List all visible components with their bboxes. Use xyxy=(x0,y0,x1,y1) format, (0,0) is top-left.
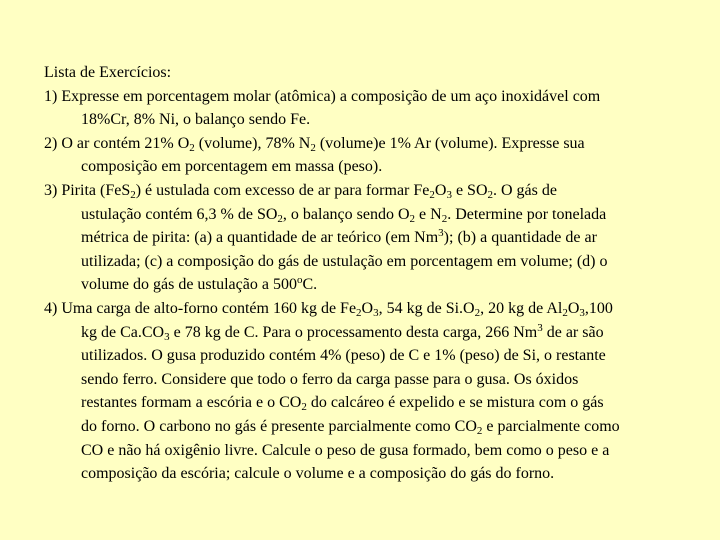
exercise-continuation-line xyxy=(44,250,694,274)
subscript: 3 xyxy=(373,306,379,319)
exercise-text: do calcáreo é expelido e se mistura com o gás xyxy=(306,394,604,412)
subscript: 2 xyxy=(301,401,307,414)
subscript: 2 xyxy=(189,141,195,154)
exercise-continuation-line xyxy=(44,462,694,486)
exercise-number: 3) xyxy=(44,181,62,199)
exercise-text: volume do gás de ustulação a 500 xyxy=(81,276,297,294)
exercise-continuation-line xyxy=(44,344,694,368)
exercise-text: utilizada; (c) a composição do gás de ustulação em porcentagem em volume; (d) o xyxy=(81,252,608,270)
exercise-text: kg de Ca.CO xyxy=(81,323,165,341)
subscript: 3 xyxy=(579,306,585,319)
exercise-item xyxy=(44,297,694,486)
exercise-text: ustulação contém 6,3 % de SO xyxy=(81,205,278,223)
exercise-number: 1) xyxy=(44,87,62,105)
exercise-text: Expresse em porcentagem molar (atômica) a composição de um aço inoxidável com xyxy=(61,87,601,105)
subscript: 2 xyxy=(474,306,481,319)
exercise-item xyxy=(44,132,694,179)
exercise-first-line xyxy=(44,297,694,321)
exercise-continuation-line xyxy=(44,391,694,415)
exercise-continuation-line xyxy=(44,203,694,227)
exercise-continuation-line xyxy=(44,321,694,345)
exercise-number: 4) xyxy=(44,299,62,317)
exercise-text: restantes formam a escória e o CO xyxy=(81,394,302,412)
exercise-text: de ar são xyxy=(542,323,604,341)
exercise-text: e SO xyxy=(451,181,488,199)
exercise-continuation-line xyxy=(44,415,694,439)
superscript: 3 xyxy=(537,321,543,334)
exercise-text: e 78 kg de C. Para o processamento desta carga, 266 Nm xyxy=(169,323,538,341)
superscript: o xyxy=(296,274,303,287)
exercise-text: Pirita (FeS xyxy=(61,181,131,199)
exercise-first-line xyxy=(44,132,694,156)
exercise-text: e parcialmente como xyxy=(482,417,620,435)
exercise-text: ,100 xyxy=(584,299,613,317)
subscript: 3 xyxy=(446,188,452,201)
exercise-text: , o balanço sendo O xyxy=(282,205,410,223)
exercise-item xyxy=(44,85,694,132)
exercise-text: CO e não há oxigênio livre. Calcule o peso de gusa formado, bem como o peso e a xyxy=(81,441,610,459)
exercise-text: sendo ferro. Considere que todo o ferro da carga passe para o gusa. Os óxidos xyxy=(81,370,579,388)
exercise-item xyxy=(44,179,694,297)
exercise-continuation-line xyxy=(44,226,694,250)
exercise-text: 18%Cr, 8% Ni, o balanço sendo Fe. xyxy=(81,111,311,129)
exercise-text: O xyxy=(434,181,447,199)
exercise-text: composição em porcentagem em massa (peso). xyxy=(81,158,383,176)
exercise-text: ) é ustulada com excesso de ar para formar Fe xyxy=(135,181,430,199)
exercise-text: . Determine por tonelada xyxy=(447,205,607,223)
exercise-continuation-line xyxy=(44,108,694,132)
subscript: 2 xyxy=(562,306,568,319)
exercise-first-line xyxy=(44,179,694,203)
list-title: Lista de Exercícios: xyxy=(44,64,172,81)
exercise-text: métrica de pirita: (a) a quantidade de ar teórico (em Nm xyxy=(81,229,439,247)
subscript: 2 xyxy=(476,424,483,437)
exercise-text: utilizados. O gusa produzido contém 4% (peso) de C e 1% (peso) de Si, o restante xyxy=(81,347,606,365)
exercise-text: composição da escória; calcule o volume e a composição do gás do forno. xyxy=(81,465,555,483)
exercise-text: C. xyxy=(302,276,318,294)
exercise-text: do forno. O carbono no gás é presente parcialmente como CO xyxy=(81,417,477,435)
exercise-text: ); (b) a quantidade de ar xyxy=(443,229,597,247)
exercise-number: 2) xyxy=(44,134,62,152)
exercise-first-line xyxy=(44,85,694,109)
exercises-container xyxy=(44,85,694,486)
exercise-text: O xyxy=(361,299,374,317)
exercise-continuation-line xyxy=(44,155,694,179)
exercise-continuation-line xyxy=(44,368,694,392)
subscript: 2 xyxy=(130,188,136,201)
superscript: 3 xyxy=(438,227,444,240)
exercise-continuation-line xyxy=(44,439,694,463)
exercise-text: . O gás de xyxy=(493,181,557,199)
exercise-text: Uma carga de alto-forno contém 160 kg de Fe xyxy=(61,299,357,317)
exercise-text: e N xyxy=(415,205,442,223)
exercise-text: , 54 kg de Si.O xyxy=(378,299,475,317)
subscript: 2 xyxy=(487,188,493,201)
subscript: 3 xyxy=(164,330,170,343)
subscript: 2 xyxy=(310,141,316,154)
exercise-list xyxy=(44,61,694,486)
exercise-continuation-line xyxy=(44,273,694,297)
subscript: 2 xyxy=(356,306,362,319)
exercise-text: O xyxy=(567,299,580,317)
exercise-text: (volume), 78% N xyxy=(194,134,311,152)
exercise-text: , 20 kg de Al xyxy=(480,299,563,317)
subscript: 2 xyxy=(441,212,448,225)
subscript: 2 xyxy=(409,212,416,225)
exercise-text: O ar contém 21% O xyxy=(61,134,190,152)
exercise-text: (volume)e 1% Ar (volume). Expresse sua xyxy=(315,134,585,152)
subscript: 2 xyxy=(429,188,435,201)
subscript: 2 xyxy=(277,212,283,225)
